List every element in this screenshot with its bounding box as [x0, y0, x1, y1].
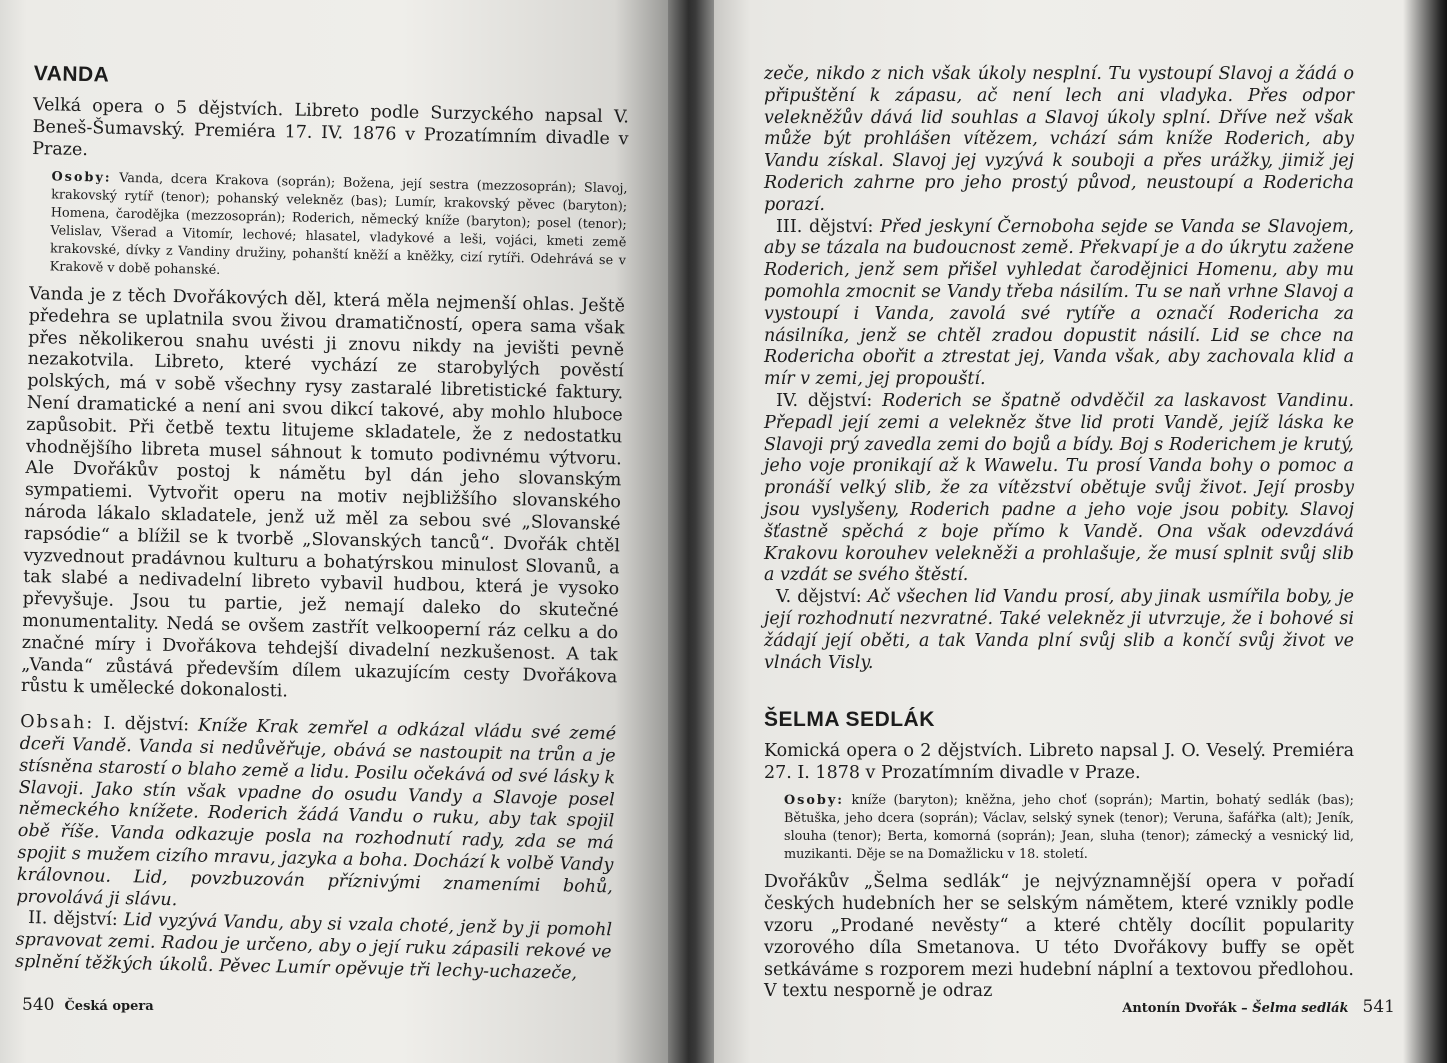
cast2-label: Osoby:: [784, 793, 844, 809]
act2-label: II. dějství:: [27, 908, 118, 931]
vanda-act2: [15, 908, 612, 986]
vanda-act4: [764, 391, 1354, 587]
vanda-act3: [764, 217, 1354, 391]
cast2-text: kníže (baryton); kněžna, jeho choť (soprán); Martin, bohatý sedlák (bas); Bětuška, jeho dcera (soprán); Václav, selský synek (tenor); Veruna, šafářka (alt); Jeník, slouha (tenor); Berta, komorná (soprán); Jean, sluha (tenor); zámecký a vesnický lid, muzikanti. Děje se na Domažlicku v 18. století.: [784, 793, 1354, 863]
vanda-act5: [764, 587, 1354, 674]
opera-title-selma-sedlak: ŠELMA SEDLÁK: [764, 708, 935, 732]
act3-text: Před jeskyní Černoboha sejde se Vanda se Slavojem, aby se tázala na budoucnost země. Překvapí je a do úkrytu zažene Roderich, jenž sem přišel vyhledat čarodějnici Homenu, aby mu pomohla zmocnit se Vandy třeba násilím. Tu se naň vrhne Slavoj a vystoupí i Vanda, zavolá své rytíře a označí Rodericha za násilníka, jenž se chtěl zradou dopustit násilí. Lid se chce na Rodericha obořit a ztrestat jej, Vanda však, aby zachovala klid a mír v zemi, jej propouští.: [764, 216, 1354, 390]
running-head-left: Česká opera: [64, 999, 154, 1014]
left-page: [0, 0, 668, 1063]
act5-text: Ač všechen lid Vandu prosí, aby jinak usmířila boby, je její rozhodnutí nezvratné. Také velekněz ji utvrzuje, že i bohové si žádají její oběti, a tak Vanda plní svůj slib a končí svůj život ve vlnách Visly.: [764, 587, 1354, 673]
page-number-right: 541: [1362, 997, 1395, 1017]
act4-text: Roderich se špatně odvděčil za laskavost Vandinu. Přepadl její zemi a velekněz štve lid proti Vandě, jejíž láska ke Slavoji prý zavedla zemi do bojů a bídy. Boj s Roderichem je krutý, jeho voje pronikají až k Wawelu. Tu prosí Vanda bohy o pomoc a pronáší velký slib, že za vítězství obětuje svůj život. Její prosby jsou vyslyšeny, Roderich padne a jeho voje jsou pobity. Slavoj šťastně spěchá z boje přímo k Vandě. Ona však odevzdává Krakovu korouhev velekněži a prohlašuje, že musí splnit svůj slib a vzdát se svého štěstí.: [764, 390, 1355, 586]
act4-label: IV. dějství:: [776, 390, 873, 411]
act2-text: Lid vyzývá Vandu, aby si vzala choté, jenž by ji pomohl spravovat zemi. Radou je určeno, aby o její ruku zápasili rekové ve splnění těžkých úkolů. Pěvec Lumír opěvuje tři lechy-uchazeče,: [14, 910, 613, 984]
act1-text: Kníže Krak zemřel a odkázal vládu své zemé dceři Vandě. Vanda si nedůvěřuje, obává se nastoupit na trůn a je stísněna starostí o blaho země a lidu. Posilu očekává od své lásky k Slavoji. Jako stín však vpadne do osudu Vandy a Slavoje posel německého knížete. Roderich žádá Vandu o ruku, aby tak spojil obě říše. Vanda odkazuje posla na rozhodnutí rady, zda se má spojit s mužem cizího mravu, jazyka a boha. Dochází k volbě Vandy královnou. Lid, povzbuzován příznivými znameními bohů, provolává ji slávu.: [16, 715, 617, 910]
page-number-left: 540: [22, 995, 55, 1015]
vanda-act1: [16, 712, 616, 921]
selma-cast-list: [784, 792, 1354, 864]
right-page-text: [764, 64, 1354, 1003]
act2-cont-text: zeče, nikdo z nich však úkoly nesplní. Tu vystoupí Slavoj a žádá o připuštění k zápasu, ač není lech ani vladyka. Přes odpor velekněžův dává lid souhlas a Slavoj úkoly splní. Dříve než však může být prohlášen vítězem, vchází sám kníže Roderich, aby Vandu získal. Slavoj jej vyzývá k souboji a přes urážky, jimiž jej Roderich zahrne pro jeho prostý původ, neustoupí a Rodericha porazí.: [764, 64, 1354, 215]
act5-label: V. dějství:: [776, 587, 862, 608]
selma-commentary: Dvořákův „Šelma sedlák“ je nejvýznamnější opera v pořadí českých hudebních her se selským námětem, které vznikly podle vzoru „Prodané nevěsty“ a které chtěly docílit popularity vzorového díla Smetanova. U této Dvořákovy buffy se opět setkáváme s rozporem mezi hudební náplní a textovou předlohou. V textu nesporně je odraz: [764, 872, 1354, 1002]
right-page: [714, 0, 1447, 1063]
left-footer: [22, 995, 154, 1015]
vanda-cast-list: [50, 168, 628, 288]
vanda-intro: Velká opera o 5 dějstvích. Libreto podle Surzyckého napsal V. Beneš-Šumavský. Premiéra 17. IV. 1876 v Prozatímním divadle v Praze.: [31, 94, 630, 161]
synopsis-label: Obsah:: [19, 711, 95, 734]
book-gutter: [668, 0, 714, 1063]
opera-title-vanda: VANDA: [33, 62, 110, 87]
vanda-act2-continued: [764, 64, 1354, 217]
running-head-title: Šelma sedlák: [1252, 1001, 1349, 1016]
act3-label: III. dějství:: [776, 216, 874, 237]
cast-text: Vanda, dcera Krakova (soprán); Božena, její sestra (mezzosoprán); Slavoj, krakovský rytíř (tenor); pohanský velekněz (bas); Lumír, krakovský pěvec (baryton); Homena, čarodějka (mezzosoprán); Roderich, německý kníže (baryton); posel (tenor); Velislav, Všerad a Vitomír, lechové; hlasatel, vladykové a leši, vojáci, kmeti země krakovské, dívky z Vandiny družiny, pohanští kněží a kněžky, cizí rytíři. Odehrává se v Krakově v době pohanské.: [49, 170, 628, 278]
running-head-author: Antonín Dvořák –: [1122, 1001, 1248, 1016]
cast-label: Osoby:: [51, 169, 112, 186]
selma-intro: Komická opera o 2 dějstvích. Libreto napsal J. O. Veselý. Premiéra 27. I. 1878 v Prozatímním divadle v Praze.: [764, 741, 1354, 784]
act1-label: I. dějství:: [103, 713, 190, 736]
vanda-commentary: Vanda je z těch Dvořákových děl, která měla nejmenší ohlas. Ještě předehra se uplatnila svou živou dramatičností, opera sama však přes několikerou snahu uvésti ji znovu nikdy na jevišti pevně nezakotvila. Libreto, které vychází ze starobylých pověstí polských, má v sobě všechny rysy zastaralé libretistické faktury. Není dramatické a není ani svou dikcí takové, aby mohlo hluboce zapůsobit. Při četbě textu litujeme skladatele, že z nedostatku vhodnějšího libreta musel sáhnout k tomuto podivnému výtvoru. Ale Dvořákův postoj k námětu byl dán jeho slovanským sympatiemi. Vytvořit operu na motiv nejbližšího slovanského národa lákalo skladatele, jenž už měl za sebou své „Slovanské rapsódie“ a blížil se k tvorbě „Slovanských tanců“. Dvořák chtěl vyzvednout pradávnou kulturu a bohatýrskou minulost Slovanů, a tak slabé a nedivadelní libreto vybavil hudbou, která je vysoko převyšuje. Jsou tu partie, jež nemají daleko do skutečné monumentality. Nedá se ovšem zastřít velkooperní ráz celku a do značné míry i Dvořákova tehdejší divadelní nezkušenost. A tak „Vanda“ zůstává především dílem ukazujícím cesty Dvořákova růstu k umělecké dokonalosti.: [20, 283, 626, 702]
right-footer: [1122, 997, 1395, 1017]
left-page-text: [15, 62, 630, 986]
running-head-right: [1122, 1001, 1348, 1016]
